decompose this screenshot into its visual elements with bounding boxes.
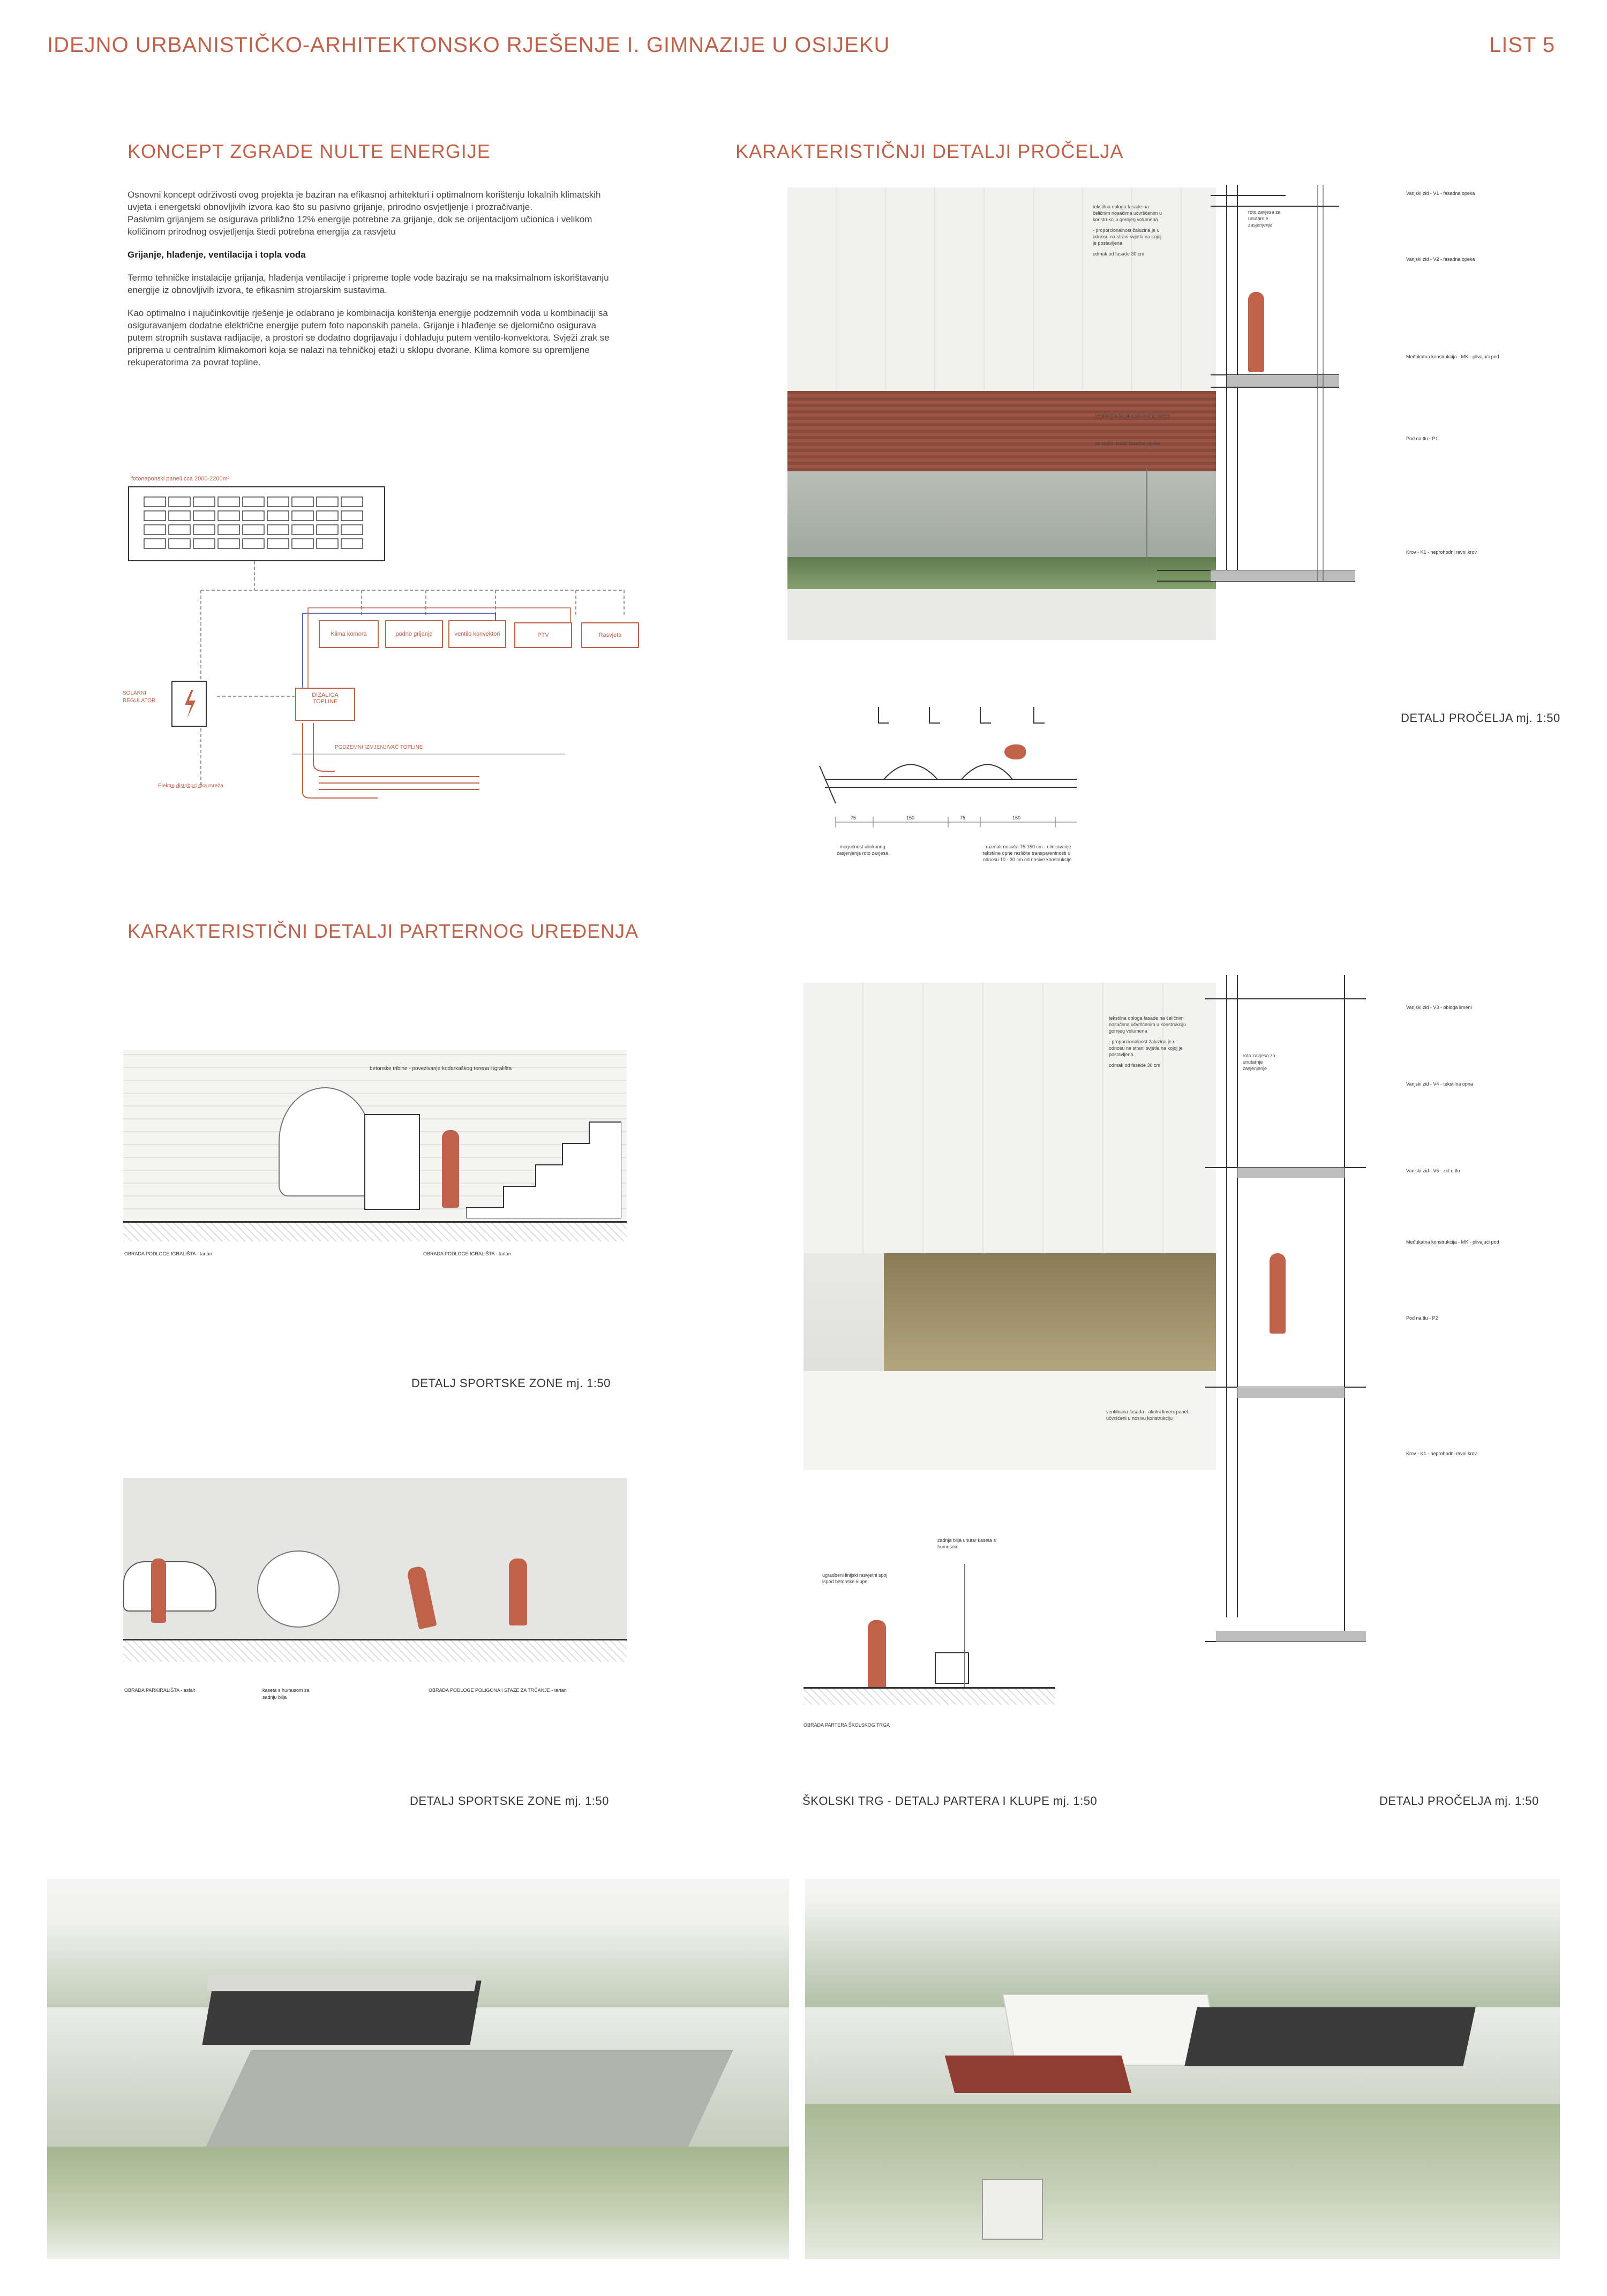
svg-text:150: 150 <box>1012 815 1021 820</box>
square-note-1: zadnja bilja unutar kaseta s humusom <box>937 1538 996 1549</box>
person-figure-square <box>868 1620 886 1692</box>
spec-bottom-2: Vanjski zid - V4 - tekstilna opna <box>1406 1081 1473 1087</box>
facade-section-title: KARAKTERISTIČNJI DETALJI PROČELJA <box>735 140 1124 162</box>
facade-specs-bottom <box>1406 1004 1551 1457</box>
shrub-outline <box>257 1550 340 1628</box>
energy-subhead: Grijanje, hlađenje, ventilacija i topla voda <box>127 250 306 260</box>
spec-bottom-4: Međukatna konstrukcija - MK - plivajući pod <box>1406 1239 1499 1245</box>
sport2-note-2: kaseta s humusom za sadnju bilja <box>262 1688 310 1700</box>
square-note-2: ugradbeni linijski rasvjetni spoj ispod betonske klupe <box>822 1572 888 1584</box>
person-figure <box>1248 292 1264 372</box>
energy-text <box>127 189 610 379</box>
spec-top-3: Međukatna konstrukcija - MK - plivajući pod <box>1406 354 1499 359</box>
glass-atrium <box>884 1253 1216 1371</box>
landscape-section-title: KARAKTERISTIČNI DETALJI PARTERNOG UREĐENJA <box>127 920 639 942</box>
facade-note-bottom-3: odmak od fasade 30 cm <box>1109 1063 1161 1068</box>
spec-top-4: Pod na tlu - P1 <box>1406 435 1438 441</box>
facade-notes-bottom <box>1109 1015 1189 1068</box>
facade-note-bottom-1: tekstilna obloga fasade na čeličnim nosačima učvršćenim u konstrukciju gornjeg volumena <box>1109 1015 1187 1034</box>
sheet-number: LIST 5 <box>1489 33 1556 57</box>
render-right-dark-volume <box>1184 2007 1475 2066</box>
energy-para-4: Kao optimalno i najučinkovitije rješenje je odabrano je kombinacija korištenja energije podzemnih voda u kombinaciji sa osiguravanjem dodatne električne energije putem foto naponskih panela. Grijanje i hlađenje se djelomično osigurava putem stropnih sustava radijacije, a prostori se dodatno dogrijavaju i dohlađuju putem ventilo-konvektora. Svježi zrak se priprema u centralnim klimakomori koja se nalazi na tehničkoj etaži u sklopu dvorane. Klima komore su opremljene rekuperatorima za povrat topline. <box>127 308 610 367</box>
spec-bottom-6: Krov - K1 - neprohodni ravni krov <box>1406 1450 1477 1456</box>
box-podno-grijanje: podno grijanje <box>385 620 443 648</box>
door <box>364 1114 420 1210</box>
facade-note-top-5: ventilirana fasada od crvene opeke <box>1095 413 1170 418</box>
sport1-note-1: OBRADA PODLOGE IGRALIŠTA - tartan <box>124 1251 212 1256</box>
runner-figure-1 <box>406 1565 437 1630</box>
facade-plan-detail <box>787 707 1087 878</box>
lightning-icon <box>171 680 208 728</box>
energy-section-title: KONCEPT ZGRADE NULTE ENERGIJE <box>127 140 491 162</box>
spec-top-2: Vanjski zid - V2 - fasadna opeka <box>1406 256 1475 262</box>
sport-zone-drawing-1 <box>123 1050 627 1221</box>
plan-note-1: - mogućnost ulinkanog zasjenjenja roto zavjesa <box>837 844 889 856</box>
school-square-drawing <box>803 1542 1055 1703</box>
plan-note-2: - razmak nosača 75-150 cm - ulinkavanje tekstilne opne različite transparentnosti u odnosu 10 - 30 cm od nosive konstrukcije <box>983 844 1072 862</box>
ground-exchanger-label: PODZEMNI IZMJENJIVAČ TOPLINE <box>335 744 423 750</box>
ground-slab-1 <box>123 1221 627 1241</box>
render-left-roof <box>206 1975 477 1991</box>
box-ptv: PTV <box>514 622 572 648</box>
facade-note-bottom-5: ventilirana fasada - akrilni limeni panel učvršćeni u nosivu konstrukciju <box>1106 1409 1188 1421</box>
facade-section-drawing-bottom <box>1205 975 1382 1660</box>
solar-regulator-label: SOLARNI REGULATOR <box>123 690 156 704</box>
square-note-3: OBRADA PARTERA ŠKOLSKOG TRGA <box>803 1722 890 1728</box>
svg-text:75: 75 <box>851 815 857 820</box>
render-right-brick-base <box>945 2056 1132 2093</box>
render-left <box>47 1879 789 2259</box>
svg-text:150: 150 <box>906 815 915 820</box>
spec-bottom-5: Pod na tlu - P2 <box>1406 1315 1438 1321</box>
sport2-note-1: OBRADA PARKIRALIŠTA - asfalt <box>124 1688 196 1693</box>
pv-label: fotonaponski paneli cca 2000-2200m² <box>131 476 230 482</box>
render-right-lawn <box>805 2104 1560 2259</box>
sport-zone-caption-1: DETALJ SPORTSKE ZONE mj. 1:50 <box>411 1376 611 1390</box>
facade-note-bottom-4: roto zavjesa za unutarnje zasjenjenje <box>1243 1053 1275 1071</box>
render-right-house <box>982 2179 1043 2240</box>
sport-zone-caption-2: DETALJ SPORTSKE ZONE mj. 1:50 <box>410 1794 609 1808</box>
spec-top-5: Krov - K1 - neprohodni ravni krov <box>1406 549 1477 555</box>
box-ventilo-konvektori: ventilo konvektori <box>448 620 506 648</box>
person-figure-sport <box>442 1130 459 1208</box>
box-klima-komora: Klima komora <box>319 620 379 648</box>
energy-para-2: Pasivnim grijanjem se osigurava približno 12% energije potrebne za grijanje, dok se orijentacijom učionica i velikom količinom prirodnog osvjetljenja štedi potrebna energija za rasvjetu <box>127 214 592 237</box>
sport1-note-2: OBRADA PODLOGE IGRALIŠTA - tartan <box>423 1251 511 1256</box>
energy-para-3: Termo tehničke instalacije grijanja, hlađenja ventilacije i pripreme tople vode baziraju se na maksimalnom iskorištavanju energije iz obnovljivih izvora, te efikasnim strojarskim sustavima. <box>127 273 609 295</box>
planter-shrub <box>964 1564 1051 1687</box>
tree-outline <box>279 1087 372 1196</box>
render-right <box>805 1879 1560 2259</box>
facade-specs-top <box>1406 190 1551 556</box>
facade-caption-top: DETALJ PROČELJA mj. 1:50 <box>1401 711 1560 725</box>
ground-slab-2 <box>123 1639 627 1662</box>
svg-text:75: 75 <box>960 815 966 820</box>
energy-para-1: Osnovni koncept održivosti ovog projekta je baziran na efikasnoj arhitekturi i optimalnom korištenju lokalnih klimatskih uvjeta i energetski obnovljivih izvora kao što su pasivno grijanje, prirodno osvjetljenje i prozračivanje. <box>127 190 601 212</box>
cat-figure <box>1004 744 1026 759</box>
document-title: IDEJNO URBANISTIČKO-ARHITEKTONSKO RJEŠENJE I. GIMNAZIJE U OSIJEKU <box>47 33 890 57</box>
school-square-caption: ŠKOLSKI TRG - DETALJ PARTERA I KLUPE mj. 1:50 <box>802 1794 1098 1808</box>
person-figure-parking <box>151 1559 166 1623</box>
render-right-trees <box>805 1900 1560 2007</box>
sport2-note-3: OBRADA PODLOGE POLIGONA I STAZE ZA TRČANJE - tartan <box>429 1688 567 1693</box>
tribune-note: betonske tribine - povezivanje kodarkaškog terena i igrališta <box>370 1066 512 1072</box>
grid-label: Elektro distribucijska mreža <box>158 783 223 789</box>
facade-note-top-4: roto zavjesa za unutarnje zasjenjenje <box>1248 209 1281 228</box>
runner-figure-2 <box>509 1559 527 1625</box>
facade-note-bottom-2: - proporcionalnost žaluzina je u odnosu na strani svjetla na kojoj je postavljena <box>1109 1039 1183 1057</box>
facade-note-top-3: odmak od fasade 30 cm <box>1093 251 1145 257</box>
facade-notes-top <box>1093 204 1162 257</box>
spec-bottom-1: Vanjski zid - V3 - obloga limeni <box>1406 1005 1472 1010</box>
facade-note-top-6: konzolni nosač fasadne opeke <box>1095 441 1161 446</box>
sport-zone-drawing-2 <box>123 1478 627 1639</box>
plant-figure <box>1146 469 1196 565</box>
car-outline <box>123 1561 216 1612</box>
box-rasvjeta: Rasvjeta <box>581 622 639 648</box>
energy-diagram <box>121 471 656 814</box>
render-left-grass <box>47 2147 789 2259</box>
spec-bottom-3: Vanjski zid - V5 - zid u tlu <box>1406 1168 1460 1173</box>
spec-top-1: Vanjski zid - V1 - fasadna opeka <box>1406 191 1475 196</box>
person-figure-bottom <box>1270 1253 1286 1334</box>
ground-square <box>803 1687 1055 1705</box>
facade-note-top-2: - proporcionalnost žaluzina je u odnosu na strani svjetla na kojoj je postavljena <box>1093 228 1162 246</box>
facade-note-top-1: tekstilna obloga fasade na čeličnim nosačima učvršćenim u konstrukciju gornjeg volumena <box>1093 204 1162 222</box>
heat-pump-box: DIZALICA TOPLINE <box>295 688 355 721</box>
tribune-steps <box>466 1090 621 1218</box>
facade-caption-bottom: DETALJ PROČELJA mj. 1:50 <box>1379 1794 1539 1808</box>
